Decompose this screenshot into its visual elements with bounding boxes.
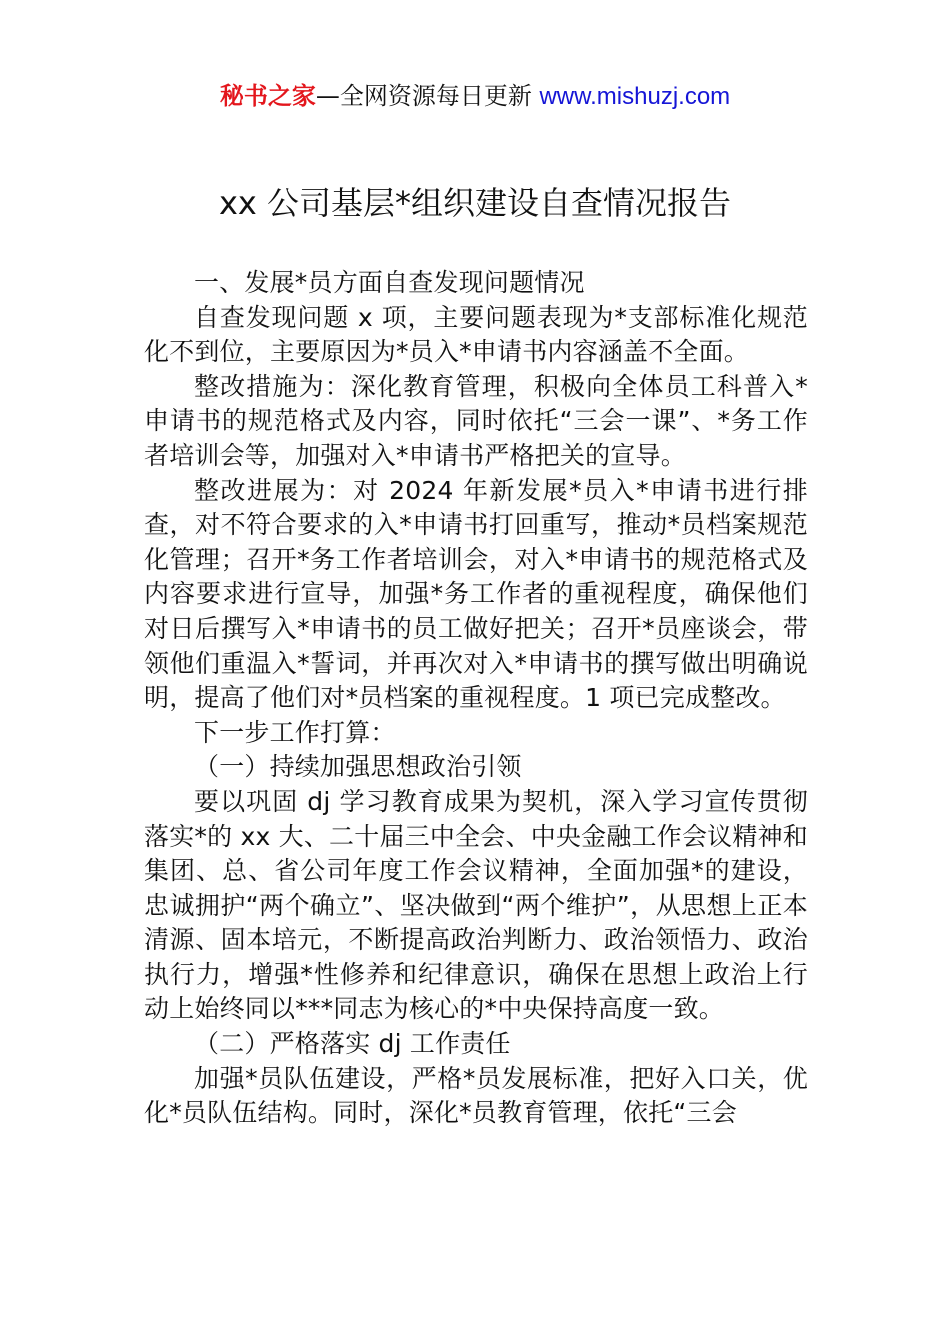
paragraph-progress: 整改进展为：对 2024 年新发展*员入*申请书进行排查，对不符合要求的入*申请书打回重写，推动*员档案规范化管理；召开*务工作者培训会，对入*申请书的规范格式及内容要求进行宣导，加强*务工作者的重视程度，确保他们对日后撰写入*申请书的员工做好把关；召开*员座谈会，带领他们重温入*誓词，并再次对入*申请书的撰写做出明确说明，提高了他们对*员档案的重视程度。1 项已完成整改。 xyxy=(144,475,808,713)
paragraph-issues: 自查发现问题 x 项，主要问题表现为*支部标准化规范化不到位，主要原因为*员入*申请书内容涵盖不全面。 xyxy=(144,302,808,367)
paragraph-next-steps: 下一步工作打算： xyxy=(194,717,396,747)
paragraph-ideology: 要以巩固 dj 学习教育成果为契机，深入学习宣传贯彻落实*的 xx 大、二十届三中全会、中央金融工作会议精神和集团、总、省公司年度工作会议精神，全面加强*的建设，忠诚拥护“两个确立”、坚决做到“两个维护”，从思想上正本清源、固本培元，不断提高政治判断力、政治领悟力、政治执行力，增强*性修养和纪律意识，确保在思想上政治上行动上始终同以***同志为核心的*中央保持高度一致。 xyxy=(144,786,808,1024)
section-heading-1: 一、发展*员方面自查发现问题情况 xyxy=(194,268,585,297)
paragraph-responsibility: 加强*员队伍建设，严格*员发展标准，把好入口关，优化*员队伍结构。同时，深化*员教育管理，依托“三会 xyxy=(144,1063,808,1128)
site-url-link[interactable]: www.mishuzj.com xyxy=(539,83,731,110)
subheading-2: （二）严格落实 dj 工作责任 xyxy=(194,1029,511,1059)
site-tagline: —全网资源每日更新 xyxy=(315,82,540,110)
paragraph-measures: 整改措施为：深化教育管理，积极向全体员工科普入*申请书的规范格式及内容，同时依托“三会一课”、*务工作者培训会等，加强对入*申请书严格把关的宣导。 xyxy=(144,371,808,470)
site-header xyxy=(0,80,950,113)
subheading-1: （一）持续加强思想政治引领 xyxy=(194,752,522,782)
document-title: xx 公司基层*组织建设自查情况报告 xyxy=(218,184,732,222)
site-name: 秘书之家 xyxy=(219,82,316,110)
document-body xyxy=(144,266,808,1131)
